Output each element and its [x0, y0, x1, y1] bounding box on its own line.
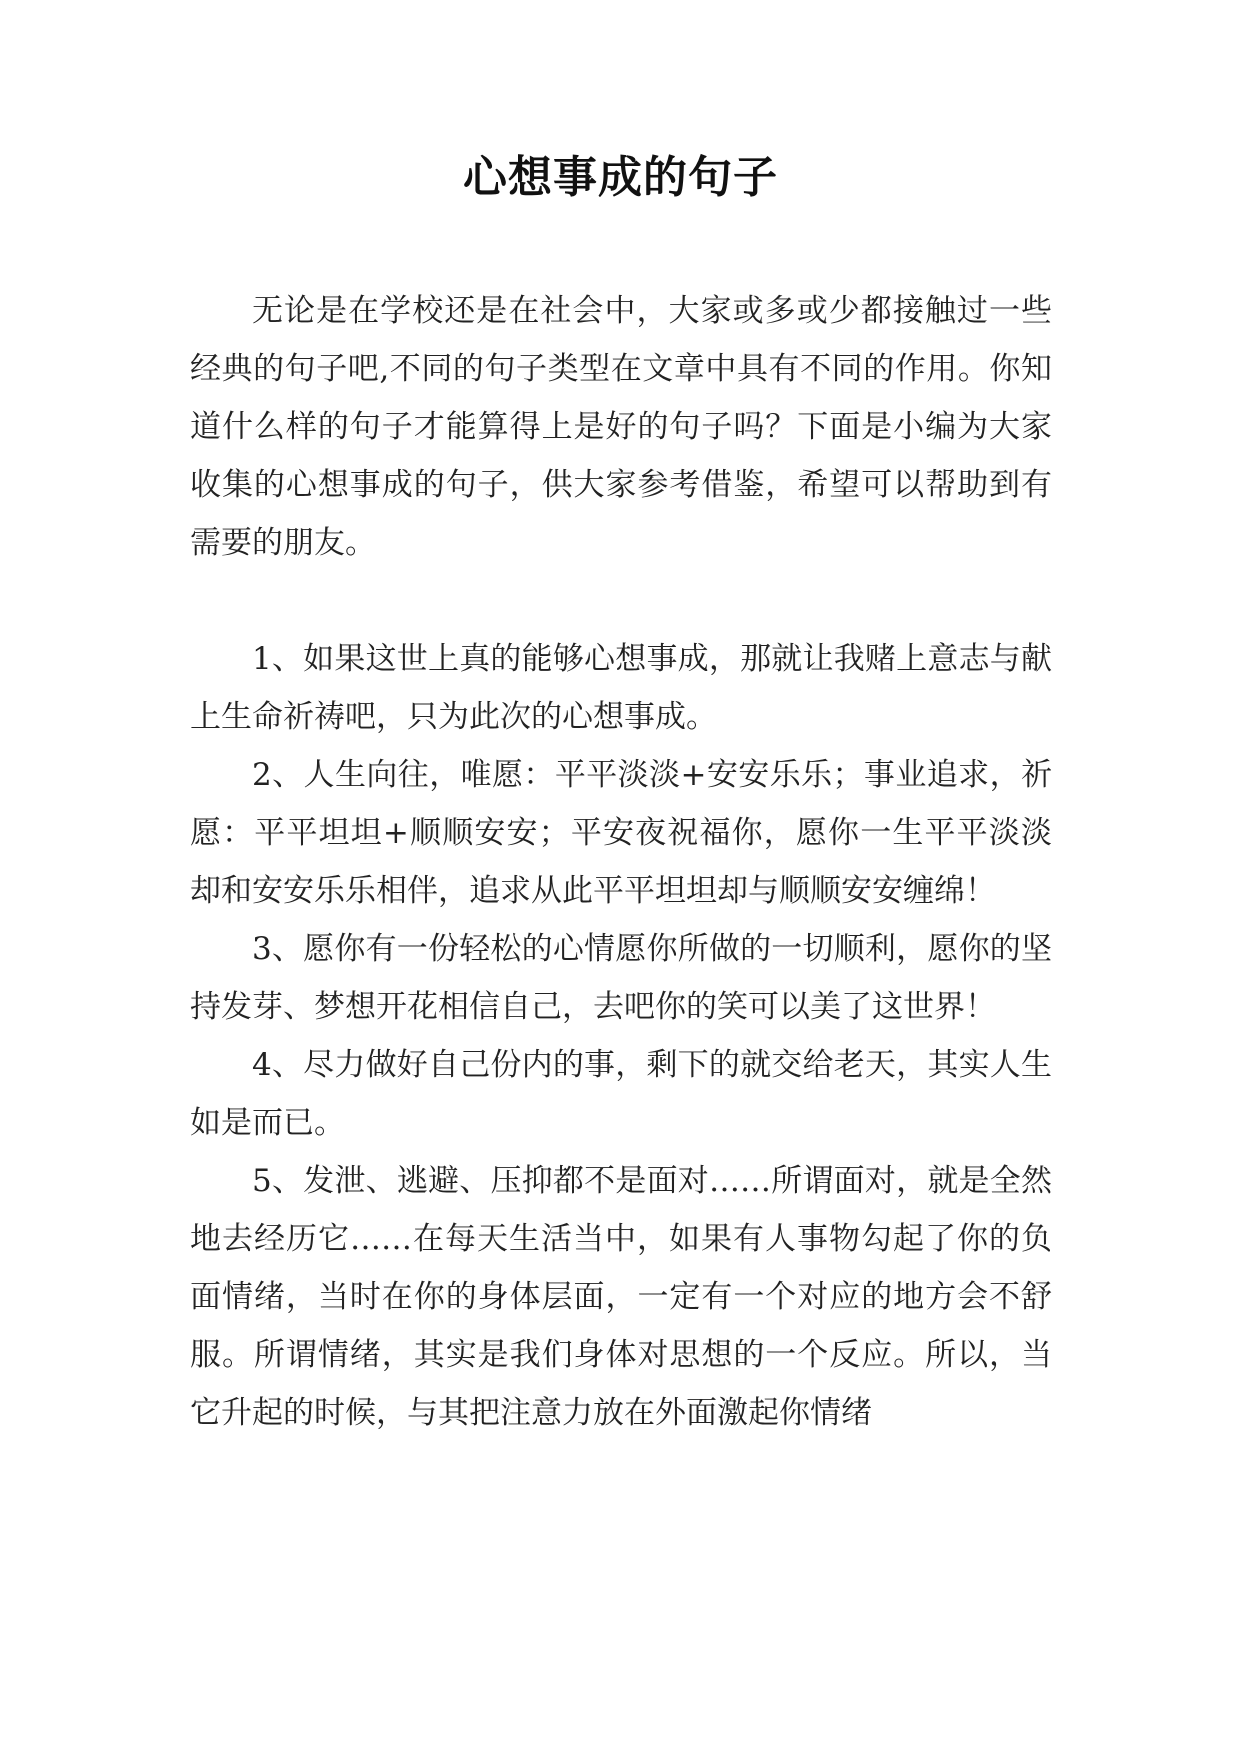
list-item: 4、尽力做好自己份内的事，剩下的就交给老天，其实人生如是而已。 — [190, 1047, 1052, 1141]
list-item: 2、人生向往，唯愿：平平淡淡+安安乐乐；事业追求，祈愿：平平坦坦+顺顺安安；平安夜祝福你，愿你一生平平淡淡却和安安乐乐相伴，追求从此平平坦坦却与顺顺安安缠绵！ — [190, 757, 1052, 909]
intro-paragraph: 无论是在学校还是在社会中，大家或多或少都接触过一些经典的句子吧,不同的句子类型在文章中具有不同的作用。你知道什么样的句子才能算得上是好的句子吗？下面是小编为大家收集的心想事成的句子，供大家参考借鉴，希望可以帮助到有需要的朋友。 — [190, 293, 1052, 561]
list-item: 1、如果这世上真的能够心想事成，那就让我赌上意志与献上生命祈祷吧，只为此次的心想事成。 — [190, 641, 1052, 735]
list-item: 3、愿你有一份轻松的心情愿你所做的一切顺利，愿你的坚持发芽、梦想开花相信自己，去吧你的笑可以美了这世界！ — [190, 931, 1052, 1025]
list-item: 5、发泄、逃避、压抑都不是面对……所谓面对，就是全然地去经历它……在每天生活当中，如果有人事物勾起了你的负面情绪，当时在你的身体层面，一定有一个对应的地方会不舒服。所谓情绪，其实是我们身体对思想的一个反应。所以，当它升起的时候，与其把注意力放在外面激起你情绪 — [190, 1163, 1052, 1431]
document-body — [190, 282, 1052, 1442]
document-title: 心想事成的句子 — [463, 152, 778, 203]
